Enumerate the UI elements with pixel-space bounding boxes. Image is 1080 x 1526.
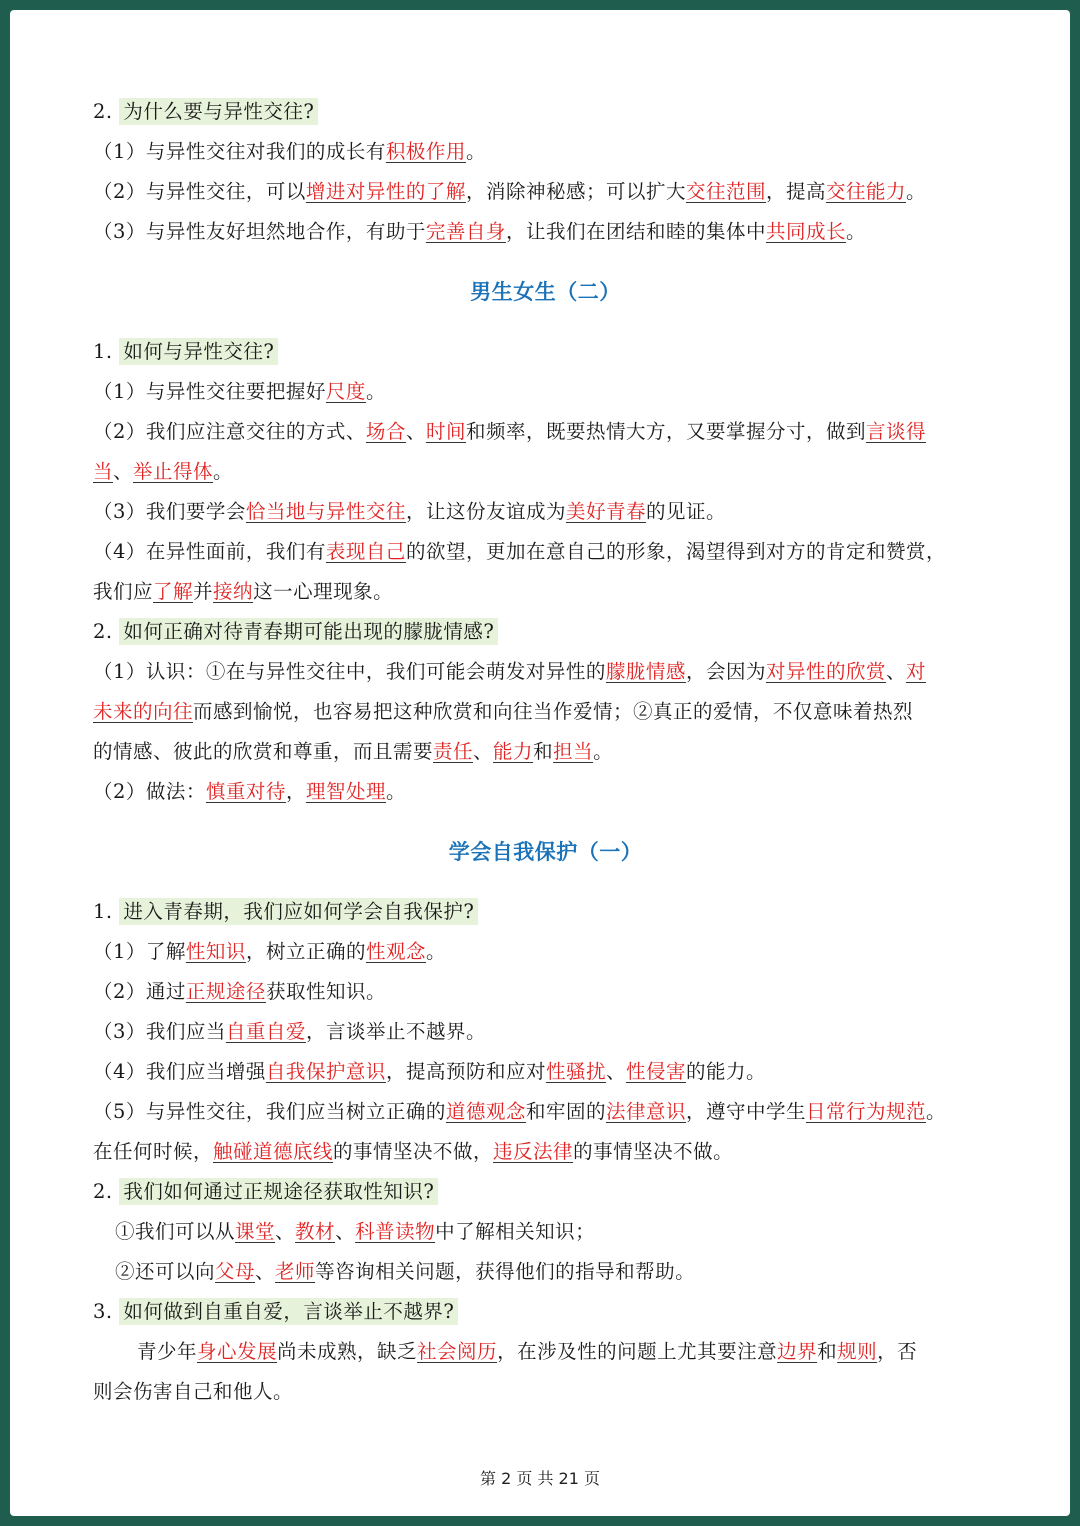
key-term: 时间	[425, 420, 466, 443]
key-term: 道德观念	[445, 1100, 526, 1123]
text-line	[93, 1252, 998, 1292]
document-content	[93, 92, 998, 1412]
question-heading: 为什么要与异性交往?	[119, 98, 318, 125]
body-text: （1）与异性交往对我们的成长有	[93, 140, 386, 163]
body-text: 2.	[93, 100, 120, 123]
text-line	[93, 132, 998, 172]
body-text: （1）了解	[93, 940, 186, 963]
key-term: 规则	[837, 1340, 878, 1363]
key-term: 恰当地与异性交往	[245, 500, 406, 523]
key-term: 未来的向往	[93, 700, 194, 723]
body-text: 的事情坚决不做。	[573, 1140, 734, 1163]
key-term: 正规途径	[185, 980, 266, 1003]
key-term: 科普读物	[355, 1220, 436, 1243]
body-text: （5）与异性交往，我们应当树立正确的	[93, 1100, 446, 1123]
body-text: 、	[335, 1220, 356, 1243]
body-text: 则会伤害自己和他人。	[93, 1380, 294, 1403]
key-term: 能力	[493, 740, 534, 763]
key-term: 责任	[433, 740, 474, 763]
body-text: 和牢固的	[525, 1100, 606, 1123]
body-text: 的见证。	[645, 500, 726, 523]
body-text: （2）通过	[93, 980, 186, 1003]
question-heading: 进入青春期，我们应如何学会自我保护?	[119, 898, 478, 925]
body-text: 、	[605, 1060, 626, 1083]
key-term: 日常行为规范	[805, 1100, 926, 1123]
text-line	[93, 172, 998, 212]
text-line	[93, 1332, 998, 1372]
text-line	[93, 452, 998, 492]
body-text: （2）做法：	[93, 780, 206, 803]
body-text: 、	[275, 1220, 296, 1243]
body-text: 2.	[93, 1180, 120, 1203]
key-term: 法律意识	[605, 1100, 686, 1123]
text-line	[93, 1012, 998, 1052]
document-page	[10, 10, 1070, 1516]
body-text: 1.	[93, 900, 120, 923]
key-term: 接纳	[213, 580, 254, 603]
text-line	[93, 652, 998, 692]
key-term: 教材	[295, 1220, 336, 1243]
body-text: ，在涉及性的问题上尤其要注意	[497, 1340, 778, 1363]
body-text: 中了解相关知识；	[435, 1220, 596, 1243]
text-line	[93, 612, 998, 652]
key-term: 性观念	[365, 940, 426, 963]
text-line	[93, 692, 998, 732]
key-term: 当	[93, 460, 114, 483]
text-line	[93, 972, 998, 1012]
key-term: 性骚扰	[545, 1060, 606, 1083]
body-text: 和	[533, 740, 554, 763]
body-text: 在任何时候，	[93, 1140, 214, 1163]
key-term: 场合	[365, 420, 406, 443]
key-term: 举止得体	[133, 460, 214, 483]
key-term: 对	[905, 660, 926, 683]
key-term: 性侵害	[625, 1060, 686, 1083]
body-text: （2）我们应注意交往的方式、	[93, 420, 366, 443]
body-text: （4）在异性面前，我们有	[93, 540, 326, 563]
body-text: 而感到愉悦，也容易把这种欣赏和向往当作爱情；②真正的爱情，不仅意味着热烈	[193, 700, 914, 723]
key-term: 慎重对待	[205, 780, 286, 803]
body-text: 、	[473, 740, 494, 763]
body-text: 。	[365, 380, 386, 403]
body-text: 我们应	[93, 580, 154, 603]
body-text: ①我们可以从	[115, 1220, 236, 1243]
body-text: 的情感、彼此的欣赏和尊重，而且需要	[93, 740, 434, 763]
text-line	[93, 772, 998, 812]
key-term: 完善自身	[425, 220, 506, 243]
key-term: 表现自己	[325, 540, 406, 563]
body-text: 的事情坚决不做，	[333, 1140, 494, 1163]
key-term: 增进对异性的了解	[305, 180, 466, 203]
key-term: 了解	[153, 580, 194, 603]
key-term: 课堂	[235, 1220, 276, 1243]
body-text: （3）与异性友好坦然地合作，有助于	[93, 220, 426, 243]
body-text: （3）我们应当	[93, 1020, 226, 1043]
key-term: 性知识	[185, 940, 246, 963]
key-term: 社会阅历	[417, 1340, 498, 1363]
text-line	[93, 412, 998, 452]
key-term: 担当	[553, 740, 594, 763]
key-term: 理智处理	[305, 780, 386, 803]
body-text: 。	[213, 460, 234, 483]
body-text: 获取性知识。	[265, 980, 386, 1003]
text-line	[93, 1092, 998, 1132]
body-text: 的欲望，更加在意自己的形象，渴望得到对方的肯定和赞赏，	[405, 540, 946, 563]
question-heading: 如何做到自重自爱，言谈举止不越界?	[119, 1298, 458, 1325]
body-text: 的能力。	[686, 1060, 767, 1083]
body-text: ，提高	[765, 180, 826, 203]
body-text: 。	[593, 740, 614, 763]
body-text: 、	[255, 1260, 276, 1283]
body-text: （2）与异性交往，可以	[93, 180, 306, 203]
text-line	[93, 572, 998, 612]
body-text: 青少年	[137, 1340, 198, 1363]
question-heading: 我们如何通过正规途径获取性知识?	[119, 1178, 438, 1205]
body-text: ，言谈举止不越界。	[305, 1020, 486, 1043]
body-text: 这一心理现象。	[253, 580, 394, 603]
text-line	[93, 1212, 998, 1252]
text-line	[93, 1292, 998, 1332]
body-text: 、	[885, 660, 906, 683]
text-line	[93, 892, 998, 932]
text-line	[93, 1372, 998, 1412]
text-line	[93, 1132, 998, 1172]
body-text: 等咨询相关问题，获得他们的指导和帮助。	[315, 1260, 696, 1283]
key-term: 交往能力	[825, 180, 906, 203]
body-text: 、	[405, 420, 426, 443]
body-text: 和	[817, 1340, 838, 1363]
text-line	[93, 1052, 998, 1092]
body-text: ，否	[877, 1340, 918, 1363]
question-heading: 如何正确对待青春期可能出现的朦胧情感?	[119, 618, 498, 645]
body-text: 。	[845, 220, 866, 243]
key-term: 父母	[215, 1260, 256, 1283]
body-text: 。	[425, 940, 446, 963]
key-term: 言谈得	[865, 420, 926, 443]
body-text: 。	[926, 1100, 947, 1123]
text-line	[93, 732, 998, 772]
page-footer: 第 2 页 共 21 页	[480, 1469, 600, 1488]
key-term: 美好青春	[565, 500, 646, 523]
text-line	[93, 92, 998, 132]
key-term: 老师	[275, 1260, 316, 1283]
key-term: 自我保护意识	[265, 1060, 386, 1083]
key-term: 边界	[777, 1340, 818, 1363]
key-term: 共同成长	[765, 220, 846, 243]
body-text: ，会因为	[685, 660, 766, 683]
text-line	[93, 492, 998, 532]
body-text: （1）与异性交往要把握好	[93, 380, 326, 403]
body-text: ，	[285, 780, 306, 803]
body-text: ，让我们在团结和睦的集体中	[505, 220, 766, 243]
body-text: 。	[465, 140, 486, 163]
key-term: 交往范围	[685, 180, 766, 203]
body-text: 和频率，既要热情大方，又要掌握分寸，做到	[465, 420, 866, 443]
body-text: 、	[113, 460, 134, 483]
key-term: 朦胧情感	[605, 660, 686, 683]
body-text: ②还可以向	[115, 1260, 216, 1283]
body-text: ，树立正确的	[245, 940, 366, 963]
question-heading: 如何与异性交往?	[119, 338, 278, 365]
body-text: 尚未成熟，缺乏	[277, 1340, 418, 1363]
key-term: 违反法律	[493, 1140, 574, 1163]
body-text: ，提高预防和应对	[385, 1060, 546, 1083]
key-term: 积极作用	[385, 140, 466, 163]
key-term: 对异性的欣赏	[765, 660, 886, 683]
text-line	[93, 532, 998, 572]
section-title: 学会自我保护（一）	[448, 840, 643, 864]
body-text: ，让这份友谊成为	[405, 500, 566, 523]
text-line	[93, 332, 998, 372]
body-text: ，遵守中学生	[685, 1100, 806, 1123]
body-text: ，消除神秘感；可以扩大	[465, 180, 686, 203]
body-text: 。	[906, 180, 927, 203]
text-line	[93, 372, 998, 412]
body-text: （4）我们应当增强	[93, 1060, 266, 1083]
key-term: 自重自爱	[225, 1020, 306, 1043]
body-text: （1）认识：①在与异性交往中，我们可能会萌发对异性的	[93, 660, 606, 683]
text-line	[93, 932, 998, 972]
body-text: 3.	[93, 1300, 120, 1323]
body-text: 并	[193, 580, 214, 603]
section-title: 男生女生（二）	[470, 280, 621, 304]
key-term: 触碰道德底线	[213, 1140, 334, 1163]
body-text: 1.	[93, 340, 120, 363]
key-term: 尺度	[325, 380, 366, 403]
body-text: （3）我们要学会	[93, 500, 246, 523]
body-text: 。	[385, 780, 406, 803]
key-term: 身心发展	[197, 1340, 278, 1363]
text-line	[93, 212, 998, 252]
text-line	[93, 1172, 998, 1212]
body-text: 2.	[93, 620, 120, 643]
